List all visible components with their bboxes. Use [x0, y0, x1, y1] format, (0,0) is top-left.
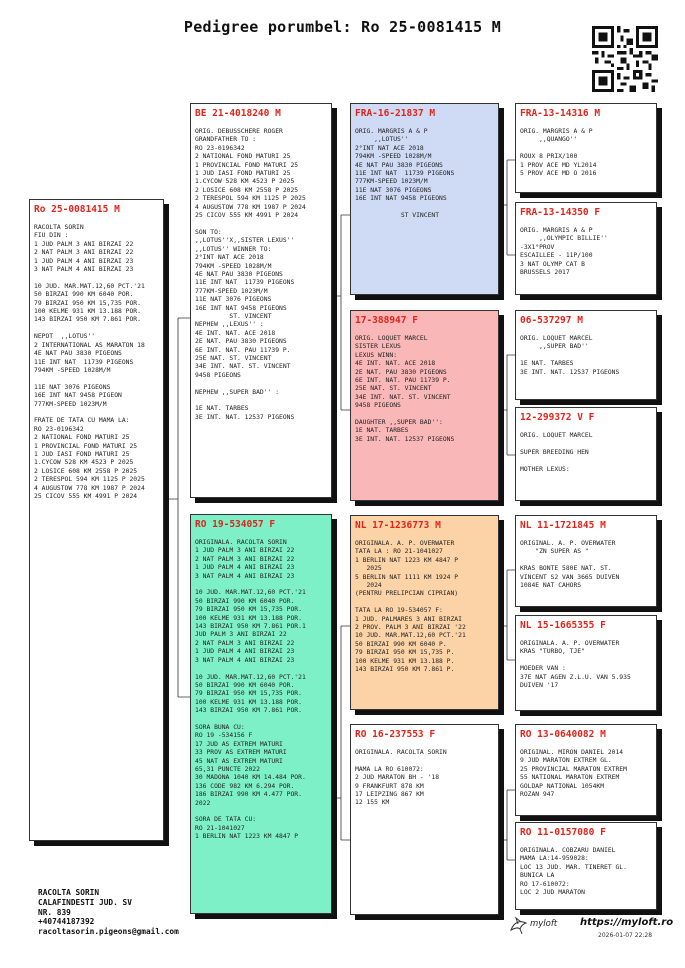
sire-sire-details: ORIG. MARGRIS A & P ,,LOTUS'' 2°INT NAT ACE 2018 794KM -SPEED 1028M/M 4E NAT PAU 3830 PIGEONS 11E INT NAT 11739 PIGEONS 777KM-SPEED 1023M/M 11E NAT 3076 PIGEONS 16E INT NAT 9458 PIGEONS ST VINCENT	[355, 128, 455, 220]
dam-sire-sire-details: ORIGINAL. A. P. OVERWATER "ZN SUPER AS " KRAS BONTE 580E NAT. ST. VINCENT S2 VAN 3665 DUIVEN 1084E NAT CAHORS	[520, 540, 620, 590]
dam-sire-sire-ring-number: NL 11-1721845 M	[520, 520, 606, 531]
sire-card[interactable]	[190, 103, 332, 498]
sire-dam-sire-ring-number: 06-537297 M	[520, 315, 583, 326]
sire-dam-dam-card[interactable]	[515, 407, 657, 501]
sire-dam-details: ORIG. LOQUET MARCEL SISTER LEXUS LEXUS WINN: 4E INT. NAT. ACE 2018 2E NAT. PAU 3830 PIGEONS 6E INT. NAT. PAU 11739 P. 25E NAT. ST. VINCENT 34E INT. NAT. ST. VINCENT 9458 PIGEONS DAUGHTER ,,SUPER BAD'': 1E NAT. TARBES 3E INT. NAT. 12537 PIGEONS	[355, 335, 455, 443]
sire-dam-sire-details: ORIG. LOQUET MARCEL ,,SUPER BAD'' 1E NAT. TARBES 3E INT. NAT. 12537 PIGEONS	[520, 335, 620, 376]
sire-sire-ring-number: FRA-16-21837 M	[355, 108, 436, 119]
sire-ring-number: BE 21-4018240 M	[195, 108, 281, 119]
sire-dam-dam-ring-number: 12-299372 V F	[520, 412, 595, 423]
dam-sire-dam-ring-number: NL 15-1665355 F	[520, 620, 606, 631]
sire-dam-card[interactable]	[350, 310, 499, 501]
brand-name: myloft	[530, 919, 558, 929]
dam-dam-dam-card[interactable]	[515, 822, 657, 910]
dam-sire-dam-details: ORIGINALA. A. P. OVERWATER KRAS "TURBO, TJE" MOEDER VAN : 37E NAT AGEN Z.L.U. VAN 5.935 DUIVEN '17	[520, 640, 631, 690]
dam-dam-card[interactable]	[350, 724, 499, 915]
dam-dam-sire-card[interactable]	[515, 724, 657, 816]
website-link[interactable]: https://myloft.ro	[580, 917, 674, 928]
subject-ring-number: Ro 25-0081415 M	[34, 204, 120, 215]
dam-sire-dam-card[interactable]	[515, 615, 657, 711]
dam-dam-dam-ring-number: RO 11-0157080 F	[520, 827, 606, 838]
dam-details: ORIGINALA. RACOLTA SORIN 1 JUD PALM 3 ANI BIRZAI 22 2 NAT PALM 3 ANI BIRZAI 22 1 JUD PALM 4 ANI BIRZAI 23 3 NAT PALM 4 ANI BIRZAI 23 10 JUD. MAR.MAT.12,60 PCT.'21 50 BIRZAI 990 KM 6040 POR. 79 BIRZAI 950 KM 15,735 POR. 100 KELME 931 KM 13.188 POR. 143 BIRZAI 950 KM 7.861 POR.1 JUD PALM 3 ANI BIRZAI 22 2 NAT PALM 3 ANI BIRZAI 22 1 JUD PALM 4 ANI BIRZAI 23 3 NAT PALM 4 ANI BIRZAI 23 10 JUD. MAR.MAT.12,60 PCT.'21 50 BIRZAI 990 KM 6040 POR. 79 BIRZAI 950 KM 15,735 POR. 100 KELME 931 KM 13.188 POR. 143 BIRZAI 950 KM 7.861 POR. SORA BUNA CU: RO 19 -534156 F 17 JUD AS EXTREM MATURI 33 PROV AS EXTREM MATURI 45 NAT AS EXTREM MATURI 65,31 PUNCTE 2022 30 MADONA 1040 KM 14.484 POR. 136 CODE 982 KM 6.294 POR. 186 BIRZAI 990 KM 4.477 POR. 2022 SORA DE TATA CU: RO 21-1041027 1 BERLIN NAT 1223 KM 4847 P	[195, 539, 306, 841]
print-date: 2026-01-07 22:28	[598, 932, 653, 939]
dam-dam-dam-details: ORIGINALA. COBZARU DANIEL MAMA LA:14-959028: LOC 13 JUD. MAR. TINERET GL. BUNICA LA RO 17-610072: LOC 2 JUD MARATON	[520, 847, 627, 897]
dam-sire-card[interactable]	[350, 515, 499, 710]
page-title: Pedigree porumbel: Ro 25-0081415 M	[183, 18, 502, 36]
sire-sire-sire-ring-number: FRA-13-14316 M	[520, 108, 601, 119]
sire-sire-sire-details: ORIG. MARGRIS A & P ,,QUANGO'' ROUX 8 PRIX/100 1 PROV ACE MD YL2014 5 PROV ACE MD O 2016	[520, 128, 597, 178]
dam-card[interactable]	[190, 514, 332, 914]
dam-dam-sire-details: ORIGINAL. MIRON DANIEL 2014 9 JUD MARATON EXTREM GL. 25 PROVINCIAL MARATON EXTREM 55 NATIONAL MARATON EXTREM GOLDAP NATIONAL 1054KM ROZAN 947	[520, 749, 627, 799]
sire-sire-card[interactable]	[350, 103, 499, 295]
subject-details: RACOLTA SORIN FIU DIN : 1 JUD PALM 3 ANI BIRZAI 22 2 NAT PALM 3 ANI BIRZAI 22 1 JUD PALM 4 ANI BIRZAI 23 3 NAT PALM 4 ANI BIRZAI 23 10 JUD. MAR.MAT.12,60 PCT.'21 50 BIRZAI 990 KM 6040 POR. 79 BIRZAI 950 KM 15,735 POR. 100 KELME 931 KM 13.188 POR. 143 BIRZAI 950 KM 7.861 POR. NEPOT ,,LOTUS'' 2 INTERNATIONAL AS MARATON 18 4E NAT PAU 3830 PIGEONS 11E INT NAT 11739 PIGEONS 794KM -SPEED 1028M/M 11E NAT 3076 PIGEONS 16E INT NAT 9458 PIGEON 777KM-SPEED 1023M/M FRATE DE TATA CU MAMA LA: RO 23-0196342 2 NATIONAL FOND MATURI 25 1 PROVINCIAL FOND MATURI 25 1 JUD IASI FOND MATURI 25 1.CYCOW 528 KM 4523 P 2025 2 LOSICE 608 KM 2558 P 2025 2 TERESPOL 594 KM 1125 P 2025 4 AUGUSTOW 778 KM 1987 P 2024 25 CICOV 555 KM 4991 P 2024	[34, 224, 145, 500]
sire-sire-sire-card[interactable]	[515, 103, 657, 193]
dam-dam-sire-ring-number: RO 13-0640082 M	[520, 729, 606, 740]
sire-sire-dam-card[interactable]	[515, 202, 657, 295]
owner-contact: RACOLTA SORIN CALAFINDESTI JUD. SV NR. 839 +40744187392 racoltasorin.pigeons@gmail.com	[38, 888, 179, 937]
sire-dam-dam-details: ORIG. LOQUET MARCEL SUPER BREEDING HEN MOTHER LEXUS:	[520, 432, 593, 473]
dam-dam-ring-number: RO 16-237553 F	[355, 729, 436, 740]
sire-sire-dam-ring-number: FRA-13-14350 F	[520, 207, 601, 218]
dam-dam-details: ORIGINALA. RACOLTA SORIN MAMA LA RO 610072: 2 JUD MARATON BH - '18 9 FRANKFURT 878 KM 17 LEIPZING 867 KM 12 155 KM	[355, 749, 447, 807]
sire-dam-sire-card[interactable]	[515, 310, 657, 400]
dam-sire-details: ORIGINALA. A. P. OVERWATER TATA LA : RO 21-1041027 1 BERLIN NAT 1223 KM 4847 P 2025 5 BERLIN NAT 1111 KM 1924 P 2024 (PENTRU PRELIPCIAN CIPRIAN) TATA LA RO 19-534057 F: 1 JUD. PALMARES 3 ANI BIRZAI 2 PROV. PALM 3 ANI BIRZAI '22 10 JUD. MAR.MAT.12,60 PCT.'21 50 BIRZAI 990 KM 6040 P. 79 BIRZAI 950 KM 15,735 P. 100 KELME 931 KM 13.188 P. 143 BIRZAI 950 KM 7.861 P.	[355, 540, 466, 674]
sire-dam-ring-number: 17-388947 F	[355, 315, 418, 326]
sire-sire-dam-details: ORIG. MARGRIS A & P ,,OLYMPIC BILLIE'' -3X1°PROV ESCAILLEE - 11P/100 3 NAT OLYMP CAT B BRUSSELS 2017	[520, 227, 608, 277]
dam-sire-sire-card[interactable]	[515, 515, 657, 607]
sire-details: ORIG. DEBUSSCHERE ROGER GRANDFATHER TO : RO 23-0196342 2 NATIONAL FOND MATURI 25 1 PROVINCIAL FOND MATURI 25 1 JUD IASI FOND MATURI 25 1.CYCOW 528 KM 4523 P 2025 2 LOSICE 608 KM 2558 P 2025 2 TERESPOL 594 KM 1125 P 2025 4 AUGUSTOW 778 KM 1987 P 2024 25 CICOV 555 KM 4991 P 2024 SON TO: ,,LOTUS''X,,SISTER LEXUS'' ,,LOTUS'' WINNER TO: 2°INT NAT ACE 2018 794KM -SPEED 1028M/M 4E NAT PAU 3830 PIGEONS 11E INT NAT 11739 PIGEONS 777KM-SPEED 1023M/M 11E NAT 3076 PIGEONS 16E INT NAT 9458 PIGEONS ST. VINCENT NEPHEW ,,LEXUS'' : 4E INT. NAT. ACE 2018 2E NAT. PAU 3830 PIGEONS 6E INT. NAT. PAU 11739 P. 25E NAT. ST. VINCENT 34E INT. NAT. ST. VINCENT 9458 PIGEONS NEPHEW ,,SUPER BAD'' : 1E NAT. TARBES 3E INT. NAT. 12537 PIGEONS	[195, 128, 306, 421]
dam-ring-number: RO 19-534057 F	[195, 519, 276, 530]
subject-pigeon-card[interactable]	[29, 199, 164, 841]
dam-sire-ring-number: NL 17-1236773 M	[355, 520, 441, 531]
